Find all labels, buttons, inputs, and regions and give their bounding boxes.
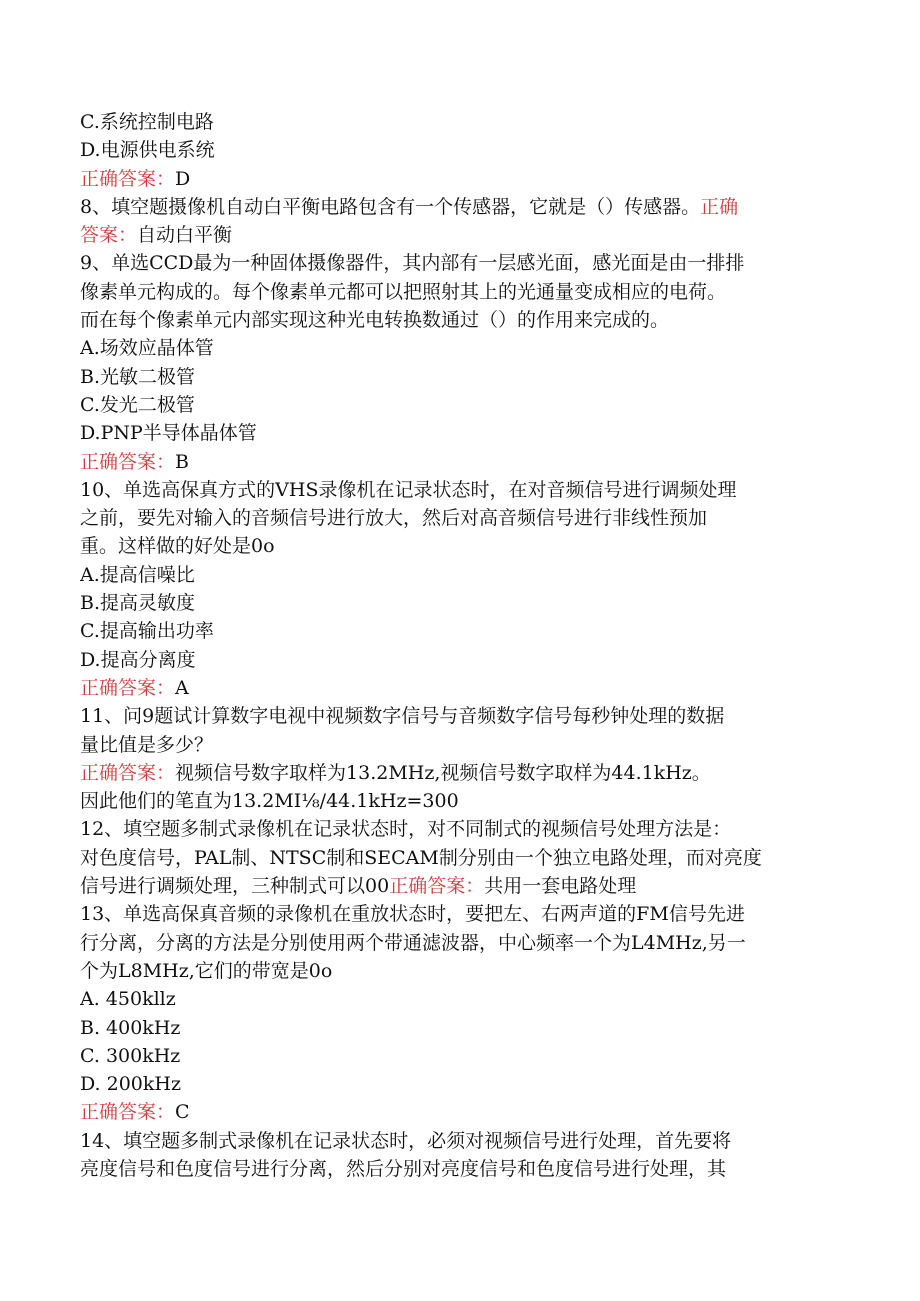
answer-value: B bbox=[175, 450, 189, 473]
answer-line bbox=[80, 221, 840, 249]
question-line: 13、单选高保真音频的录像机在重放状态时，要把左、右两声道的FM信号先进 bbox=[80, 903, 745, 926]
option-line: A.场效应晶体管 bbox=[80, 337, 214, 360]
answer-label: 正确答案： bbox=[80, 167, 176, 190]
answer-label: 正确答案： bbox=[389, 875, 485, 898]
option-line: A. 450kllz bbox=[80, 988, 176, 1011]
answer-line bbox=[80, 448, 840, 476]
option-line: C.发光二极管 bbox=[80, 393, 195, 416]
question-line: 11、问9题试计算数字电视中视频数字信号与音频数字信号每秒钟处理的数据 bbox=[80, 705, 725, 728]
option-line: B. 400kHz bbox=[80, 1016, 181, 1039]
question-line: 而在每个像素单元内部实现这种光电转换数通过（）的作用来完成的。 bbox=[80, 309, 670, 332]
question-line: 10、单选高保真方式的VHS录像机在记录状态时，在对音频信号进行调频处理 bbox=[80, 478, 737, 501]
option-line: B.提高灵敏度 bbox=[80, 592, 196, 615]
question-line bbox=[80, 193, 840, 221]
question-line: 9、单选CCD最为一种固体摄像器件，其内部有一层感光面，感光面是由一排排 bbox=[80, 252, 745, 275]
option-line: D. 200kHz bbox=[80, 1073, 181, 1096]
answer-line bbox=[80, 759, 840, 787]
question-line: 14、填空题多制式录像机在记录状态时，必须对视频信号进行处理，首先要将 bbox=[80, 1129, 732, 1152]
question-line: 对色度信号，PAL制、NTSC制和SECAM制分别由一个独立电路处理，而对亮度 bbox=[80, 846, 762, 869]
answer-label: 正确答案： bbox=[80, 1101, 176, 1124]
question-line: 量比值是多少？ bbox=[80, 733, 214, 756]
answer-label: 正确答案： bbox=[80, 761, 176, 784]
document-page bbox=[80, 108, 840, 1183]
answer-line bbox=[80, 674, 840, 702]
option-line: C.提高输出功率 bbox=[80, 620, 214, 643]
question-line: 重。这样做的好处是0o bbox=[80, 535, 275, 558]
question-line: 之前，要先对输入的音频信号进行放大，然后对高音频信号进行非线性预加 bbox=[80, 507, 708, 530]
question-text: 信号进行调频处理，三种制式可以00 bbox=[80, 875, 390, 898]
answer-value: 共用一套电路处理 bbox=[484, 875, 637, 898]
option-line: A.提高信噪比 bbox=[80, 563, 195, 586]
answer-label: 正确答案： bbox=[80, 676, 176, 699]
answer-label: 答案： bbox=[80, 224, 138, 247]
answer-value: 自动白平衡 bbox=[137, 224, 233, 247]
option-line: C.系统控制电路 bbox=[80, 111, 214, 133]
question-line: 行分离，分离的方法是分别使用两个带通滤波器，中心频率一个为L4MHz,另一 bbox=[80, 931, 746, 954]
option-line: D.提高分离度 bbox=[80, 648, 196, 671]
question-line: 12、填空题多制式录像机在记录状态时，对不同制式的视频信号处理方法是： bbox=[80, 818, 732, 841]
answer-label: 正确答案： bbox=[80, 450, 176, 473]
question-line: 个为L8MHz,它们的带宽是0o bbox=[80, 959, 333, 982]
answer-value: A bbox=[175, 676, 189, 699]
option-line: B.光敏二极管 bbox=[80, 365, 196, 388]
question-text: 8、填空题摄像机自动白平衡电路包含有一个传感器，它就是（）传感器。 bbox=[80, 195, 701, 218]
answer-value: 视频信号数字取样为13.2MHz,视频信号数字取样为44.1kHz。 bbox=[175, 761, 711, 784]
answer-label: 正确 bbox=[700, 195, 739, 218]
question-line bbox=[80, 872, 840, 900]
option-line: D.PNP半导体晶体管 bbox=[80, 422, 257, 445]
answer-value: C bbox=[175, 1101, 190, 1124]
option-line: C. 300kHz bbox=[80, 1044, 181, 1067]
answer-continuation: 因此他们的笔直为13.2MI⅛/44.1kHz=300 bbox=[80, 790, 459, 813]
answer-line bbox=[80, 165, 840, 193]
question-line: 像素单元构成的。每个像素单元都可以把照射其上的光通量变成相应的电荷。 bbox=[80, 280, 727, 303]
option-line: D.电源供电系统 bbox=[80, 139, 215, 162]
question-line: 亮度信号和色度信号进行分离，然后分别对亮度信号和色度信号进行处理，其 bbox=[80, 1157, 727, 1180]
answer-line bbox=[80, 1098, 840, 1126]
answer-value: D bbox=[175, 167, 191, 190]
